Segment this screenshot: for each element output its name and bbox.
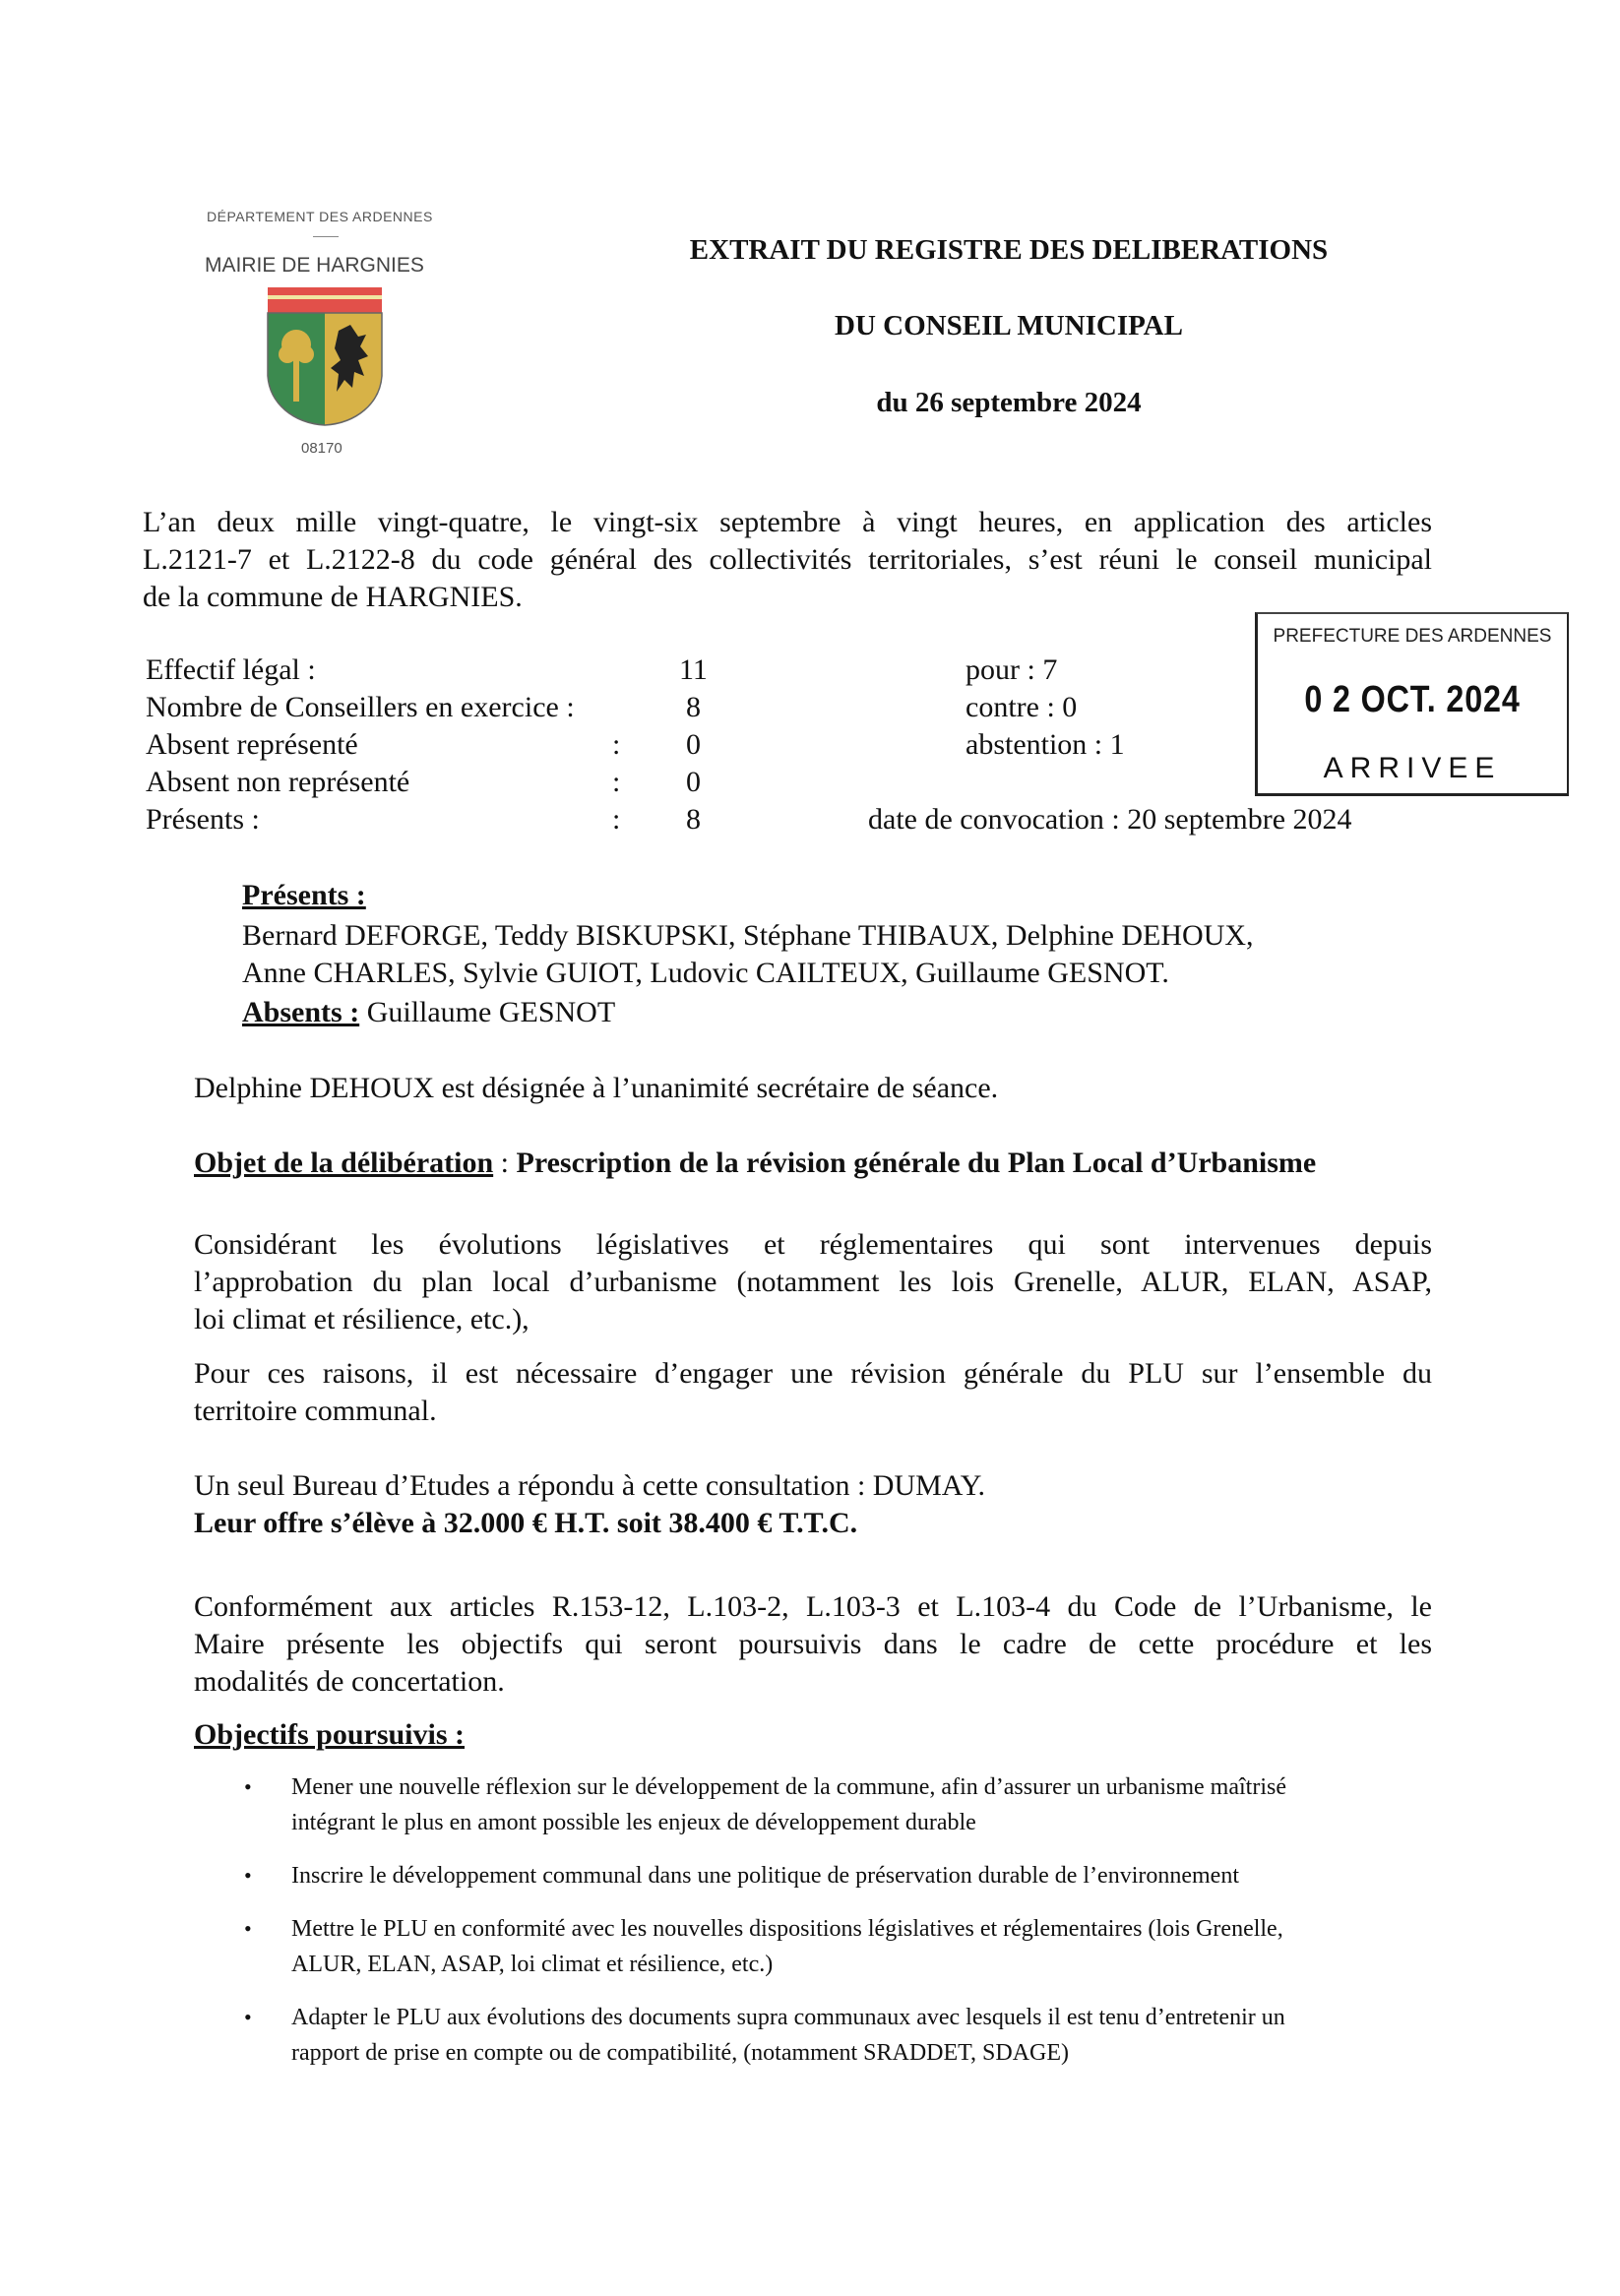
stamp-title: PREFECTURE DES ARDENNES xyxy=(1273,626,1552,647)
list-item-line: ALUR, ELAN, ASAP, loi climat et résilience, etc.) xyxy=(291,1952,774,1977)
conformement-line: modalités de concertation. xyxy=(194,1665,505,1698)
objet-separator: : xyxy=(493,1147,517,1179)
stamp-date: 0 2 OCT. 2024 xyxy=(1304,679,1521,720)
offre-line: Leur offre s’élève à 32.000 € H.T. soit 38.400 € T.T.C. xyxy=(194,1507,858,1539)
header-divider xyxy=(313,236,339,237)
list-item-line: rapport de prise en compte ou de compatibilité, (notamment SRADDET, SDAGE) xyxy=(291,2040,1070,2066)
list-item-line: Mener une nouvelle réflexion sur le développement de la commune, afin d’assurer un urbanisme maîtrisé xyxy=(291,1774,1286,1800)
intro-line: L’an deux mille vingt-quatre, le vingt-six septembre à vingt heures, en application des articles xyxy=(143,506,1432,538)
stat-label: Absent non représenté xyxy=(146,766,410,798)
secretary-line: Delphine DEHOUX est désignée à l’unanimité secrétaire de séance. xyxy=(194,1072,999,1104)
vote-abstention: abstention : 1 xyxy=(966,728,1125,761)
coat-of-arms-icon xyxy=(264,285,386,433)
intro-line: L.2121-7 et L.2122-8 du code général des collectivités territoriales, s’est réuni le conseil municipal xyxy=(143,543,1432,576)
list-item-line: Adapter le PLU aux évolutions des documents supra communaux avec lesquels il est tenu d’entretenir un xyxy=(291,2005,1285,2030)
raisons-paragraph xyxy=(194,1355,1432,1430)
list-item-line: Inscrire le développement communal dans une politique de préservation durable de l’environnement xyxy=(291,1863,1239,1889)
absents-line xyxy=(242,994,615,1031)
considerant-line: Considérant les évolutions législatives et réglementaires qui sont intervenues depuis xyxy=(194,1228,1432,1261)
considerant-line: l’approbation du plan local d’urbanisme (notamment les lois Grenelle, ALUR, ELAN, ASAP, xyxy=(194,1266,1432,1298)
presents-list xyxy=(242,917,1423,992)
presents-heading: Présents : xyxy=(242,879,366,911)
objet-line xyxy=(194,1145,1316,1182)
considerant-paragraph xyxy=(194,1226,1432,1338)
intro-paragraph xyxy=(143,504,1432,616)
stat-colon: : xyxy=(612,728,621,761)
list-item-line: Mettre le PLU en conformité avec les nouvelles dispositions législatives et réglementaires (lois Grenelle, xyxy=(291,1916,1283,1942)
document-subtitle: DU CONSEIL MUNICIPAL xyxy=(835,310,1183,341)
absents-label: Absents : xyxy=(242,996,360,1028)
vote-contre: contre : 0 xyxy=(966,691,1078,723)
postal-code: 08170 xyxy=(301,440,343,457)
absents-names: Guillaume GESNOT xyxy=(359,996,616,1028)
conformement-line: Maire présente les objectifs qui seront poursuivis dans le cadre de cette procédure et les xyxy=(194,1628,1432,1660)
bureau-line: Un seul Bureau d’Etudes a répondu à cette consultation : DUMAY. xyxy=(194,1469,986,1502)
stat-label: Absent représenté xyxy=(146,728,358,761)
list-item xyxy=(242,1858,1438,1893)
list-item xyxy=(242,1911,1438,1982)
stat-value: 8 xyxy=(686,691,701,723)
document-title: EXTRAIT DU REGISTRE DES DELIBERATIONS xyxy=(689,234,1329,266)
stat-label: Présents : xyxy=(146,803,260,836)
intro-line: de la commune de HARGNIES. xyxy=(143,581,523,613)
prefecture-stamp xyxy=(1255,612,1569,796)
list-item xyxy=(242,2000,1438,2071)
considerant-line: loi climat et résilience, etc.), xyxy=(194,1303,530,1335)
objectifs-heading: Objectifs poursuivis : xyxy=(194,1718,466,1751)
bullet-icon: • xyxy=(244,1863,252,1888)
bullet-icon: • xyxy=(244,2005,252,2029)
objectifs-list xyxy=(242,1769,1438,2088)
stat-value: 0 xyxy=(686,728,701,761)
mairie-label: MAIRIE DE HARGNIES xyxy=(205,254,424,277)
objet-text: Prescription de la révision générale du Plan Local d’Urbanisme xyxy=(516,1147,1317,1179)
stat-colon: : xyxy=(612,766,621,798)
vote-pour: pour : 7 xyxy=(966,653,1058,686)
department-label: DÉPARTEMENT DES ARDENNES xyxy=(207,209,433,224)
stat-value: 0 xyxy=(686,766,701,798)
stat-label: Nombre de Conseillers en exercice : xyxy=(146,691,575,723)
bullet-icon: • xyxy=(244,1916,252,1941)
stat-value: 11 xyxy=(679,653,708,686)
stat-colon: : xyxy=(612,803,621,836)
presents-line: Bernard DEFORGE, Teddy BISKUPSKI, Stéphane THIBAUX, Delphine DEHOUX, xyxy=(242,919,1254,952)
stamp-status: ARRIVEE xyxy=(1323,752,1502,784)
document-date: du 26 septembre 2024 xyxy=(876,387,1142,418)
presents-line: Anne CHARLES, Sylvie GUIOT, Ludovic CAILTEUX, Guillaume GESNOT. xyxy=(242,957,1169,989)
raisons-line: Pour ces raisons, il est nécessaire d’engager une révision générale du PLU sur l’ensemble du xyxy=(194,1357,1432,1390)
list-item-line: intégrant le plus en amont possible les enjeux de développement durable xyxy=(291,1810,976,1835)
raisons-line: territoire communal. xyxy=(194,1395,437,1427)
convocation-date: date de convocation : 20 septembre 2024 xyxy=(868,803,1352,836)
conformement-line: Conformément aux articles R.153-12, L.103-2, L.103-3 et L.103-4 du Code de l’Urbanisme, le xyxy=(194,1590,1432,1623)
conformement-paragraph xyxy=(194,1588,1432,1701)
stat-value: 8 xyxy=(686,803,701,836)
list-item xyxy=(242,1769,1438,1840)
stat-label: Effectif légal : xyxy=(146,653,316,686)
bullet-icon: • xyxy=(244,1774,252,1799)
objet-label: Objet de la délibération xyxy=(194,1147,494,1179)
